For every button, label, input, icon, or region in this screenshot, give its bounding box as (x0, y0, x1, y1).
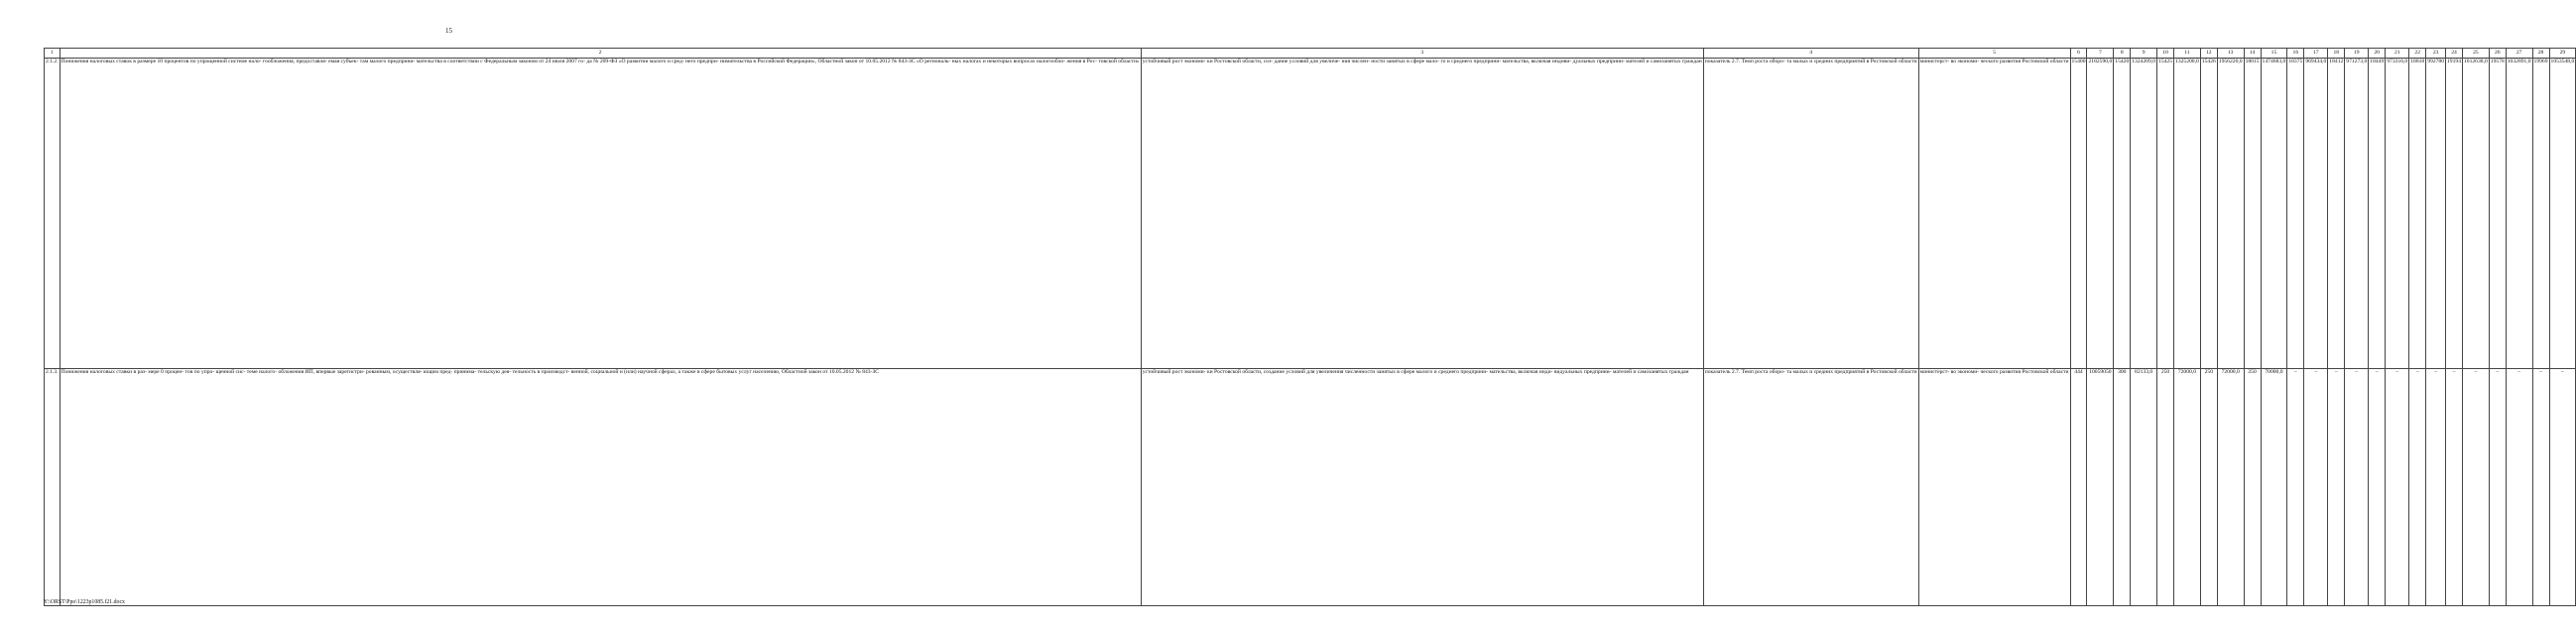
value-cell: 18412 (2328, 59, 2345, 369)
column-number: 9 (2131, 49, 2157, 59)
measure-description: Понижения налоговых ставки в раз- мере 0 процен- тов по упро- щенной сис- теме налого- обложения ИП, впервые зарегистри- рованным, осуществля- ющим пред- принима- тельскую дея- тельность в производст- венной, социальной и (или) научной сферах, а также в сфере бытовых услуг населению, Областной закон от 10.05.2012 № 843-ЗС (60, 369, 1141, 606)
page-number: 15 (445, 27, 452, 35)
column-number: 7 (2087, 49, 2114, 59)
column-number: 16 (2287, 49, 2304, 59)
goal-description: устойчивый рост экономи- ки Ростовской области, соз- дание условий для увеличе- ния числен- ности занятых в сфере мало- го и среднего предприни- мательства, включая индиви- дуальных предприни- мателей и самозанятых граждан (1141, 59, 1703, 369)
value-cell: – (2532, 369, 2549, 606)
tax-expenditure-table (44, 48, 2576, 606)
value-cell: – (2462, 369, 2489, 606)
value-cell: 1012638,0 (2462, 59, 2489, 369)
value-cell: 19578 (2489, 59, 2506, 369)
value-cell: – (2549, 369, 2576, 606)
value-cell: 1956220,0 (2217, 59, 2244, 369)
value-cell: – (2328, 369, 2345, 606)
value-cell: 969434,0 (2304, 59, 2328, 369)
table-row (45, 59, 2576, 369)
column-number: 19 (2345, 49, 2369, 59)
value-cell: – (2345, 369, 2369, 606)
value-cell: 15400 (2070, 59, 2087, 369)
value-cell: 1325200,0 (2174, 59, 2201, 369)
value-cell: 1032891,0 (2506, 59, 2532, 369)
curator-description: министерст- во экономи- ческого развития Ростовской области (1918, 369, 2070, 606)
value-cell: 70000,0 (2261, 369, 2287, 606)
value-cell: 18015 (2244, 59, 2261, 369)
value-cell: 15425 (2157, 59, 2174, 369)
value-cell: 973316,0 (2386, 59, 2409, 369)
column-number: 22 (2409, 49, 2426, 59)
value-cell: 82133,0 (2131, 369, 2157, 606)
value-cell: 992780 (2426, 59, 2446, 369)
value-cell: – (2506, 369, 2532, 606)
goal-description: устойчивый рост экономи- ки Ростовской области, создание условий для увеличения численности занятых в сфере малого и среднего предприни- мательства, включая инди- видуальных предприни- мателей и самозанятых граждан (1141, 369, 1703, 606)
value-cell: 250 (2244, 369, 2261, 606)
value-cell: 18375 (2287, 59, 2304, 369)
column-number: 1 (45, 49, 61, 59)
curator-description: министерст- во экономи- ческого развития Ростовской области (1918, 59, 2070, 369)
column-number: 8 (2114, 49, 2131, 59)
value-cell: – (2369, 369, 2386, 606)
value-cell: – (2489, 369, 2506, 606)
column-number: 14 (2244, 49, 2261, 59)
value-cell: – (2386, 369, 2409, 606)
column-number: 26 (2489, 49, 2506, 59)
document-path-footer: Y:\ORST\Ppo\1223p1085.f21.docx (44, 599, 125, 605)
value-cell: 15426 (2200, 59, 2217, 369)
value-cell: 72000,0 (2174, 369, 2201, 606)
value-cell: – (2446, 369, 2463, 606)
value-cell: 2182590,0 (2087, 59, 2114, 369)
value-cell: 18449 (2369, 59, 2386, 369)
column-number: 11 (2174, 49, 2201, 59)
value-cell: 444 (2070, 369, 2087, 606)
column-number: 6 (2070, 49, 2087, 59)
column-number: 13 (2217, 49, 2244, 59)
column-number: 29 (2549, 49, 2576, 59)
column-number: 18 (2328, 49, 2345, 59)
column-number: 20 (2369, 49, 2386, 59)
column-number: 17 (2304, 49, 2328, 59)
column-number: 2 (60, 49, 1141, 59)
value-cell: – (2287, 369, 2304, 606)
value-cell: 300 (2114, 369, 2131, 606)
value-cell: 1053548,0 (2549, 59, 2576, 369)
value-cell: – (2409, 369, 2426, 606)
column-number: 15 (2261, 49, 2287, 59)
value-cell: – (2304, 369, 2328, 606)
column-number: 3 (1141, 49, 1703, 59)
value-cell: – (2426, 369, 2446, 606)
column-number: 5 (1918, 49, 2070, 59)
value-cell: 72000,0 (2217, 369, 2244, 606)
indicator-description: показатель 2.7. Темп роста оборо- та малых и средних предприятий в Ростовской области (1703, 369, 1918, 606)
row-number: 2.1.3. (45, 369, 61, 606)
value-cell: 971273,0 (2345, 59, 2369, 369)
indicator-description: показатель 2.7. Темп роста оборо- та малых и средних предприятий в Ростовской области (1703, 59, 1918, 369)
value-cell: 19969 (2532, 59, 2549, 369)
column-number: 24 (2446, 49, 2463, 59)
value-cell: 19194 (2446, 59, 2463, 369)
column-number: 23 (2426, 49, 2446, 59)
column-number: 28 (2532, 49, 2549, 59)
measure-description: Понижения налоговых ставок в размере 10 процентов по упрощенной системе нало- гообложения, предоставля- емая субъек- там малого предприни- мательства в соответствии с Федеральным законом от 24 июля 2007 го- да № 209-ФЗ «О развитии малого и сред- него предпри- нимательства в Российской Федерации», Областной закон от 10.05.2012 № 843-ЗС «О региональ- ных налогах и некоторых вопросах налогообло- жения в Рос- товской области» (60, 59, 1141, 369)
column-number: 4 (1703, 49, 1918, 59)
value-cell: 1324209,0 (2131, 59, 2157, 369)
column-number: 27 (2506, 49, 2532, 59)
value-cell: 1474683,0 (2261, 59, 2287, 369)
value-cell: 15420 (2114, 59, 2131, 369)
row-number: 2.1.2. (45, 59, 61, 369)
column-number-row (45, 49, 2576, 59)
column-number: 25 (2462, 49, 2489, 59)
value-cell: 10059050 (2087, 369, 2114, 606)
value-cell: 250 (2157, 369, 2174, 606)
column-number: 10 (2157, 49, 2174, 59)
column-number: 21 (2386, 49, 2409, 59)
value-cell: 250 (2200, 369, 2217, 606)
value-cell: 18818 (2409, 59, 2426, 369)
column-number: 12 (2200, 49, 2217, 59)
table-row (45, 369, 2576, 606)
